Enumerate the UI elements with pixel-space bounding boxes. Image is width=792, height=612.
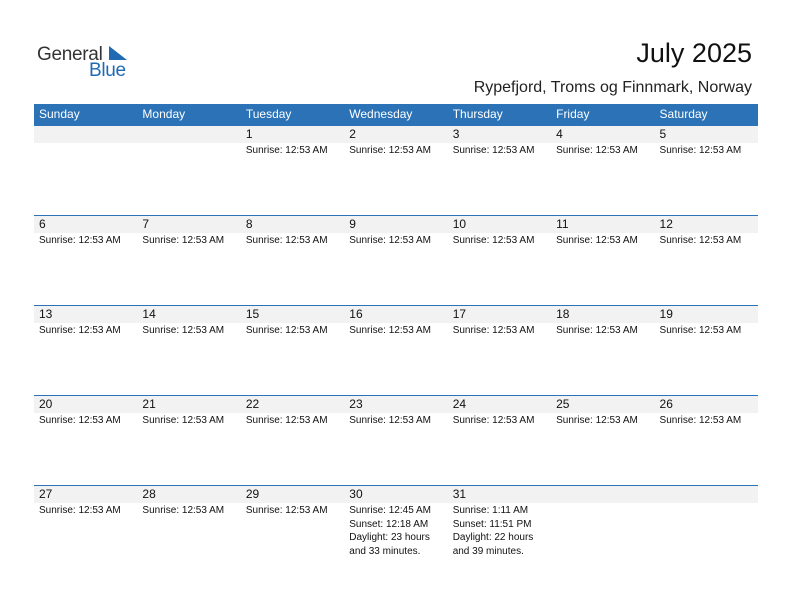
day-cell bbox=[344, 396, 447, 428]
sun-info bbox=[551, 323, 654, 338]
day-number: 29 bbox=[241, 486, 344, 503]
day-number: 25 bbox=[551, 396, 654, 413]
sun-info bbox=[551, 413, 654, 428]
day-cell bbox=[551, 126, 654, 158]
sun-info bbox=[34, 503, 137, 518]
day-cell bbox=[137, 216, 240, 248]
day-cell bbox=[551, 216, 654, 248]
sun-info bbox=[551, 233, 654, 248]
day-number: 7 bbox=[137, 216, 240, 233]
day-number: 9 bbox=[344, 216, 447, 233]
location-subtitle: Rypefjord, Troms og Finnmark, Norway bbox=[473, 79, 752, 96]
day-cell bbox=[34, 396, 137, 428]
week-row bbox=[34, 215, 758, 248]
day-number: 13 bbox=[34, 306, 137, 323]
day-number: 2 bbox=[344, 126, 447, 143]
sun-info bbox=[448, 233, 551, 248]
sun-info bbox=[34, 143, 137, 144]
sun-info-line: Sunrise: 12:53 AM bbox=[349, 415, 431, 426]
day-number: 10 bbox=[448, 216, 551, 233]
day-cell bbox=[137, 306, 240, 338]
weekday-sunday: Sunday bbox=[39, 107, 80, 121]
day-cell bbox=[34, 216, 137, 248]
sun-info-line: Sunrise: 12:53 AM bbox=[142, 505, 225, 516]
day-cell bbox=[448, 396, 551, 428]
day-cell bbox=[448, 216, 551, 248]
day-number: 12 bbox=[655, 216, 758, 233]
day-cell bbox=[655, 306, 758, 338]
sun-info-line: Sunrise: 12:53 AM bbox=[659, 145, 742, 156]
weekday-monday: Monday bbox=[142, 107, 186, 121]
day-number: 11 bbox=[551, 216, 654, 233]
day-number: 8 bbox=[241, 216, 344, 233]
sun-info bbox=[655, 413, 758, 428]
day-number: 1 bbox=[241, 126, 344, 143]
weekday-thursday: Thursday bbox=[452, 107, 503, 121]
sun-info-line: and 33 minutes. bbox=[349, 545, 421, 557]
sun-info-line: Sunrise: 12:53 AM bbox=[39, 235, 121, 246]
sun-info-line: Sunrise: 12:53 AM bbox=[142, 415, 225, 426]
day-cell bbox=[655, 216, 758, 248]
sun-info bbox=[655, 233, 758, 248]
day-cell bbox=[241, 306, 344, 338]
sun-info bbox=[655, 503, 758, 504]
sun-info-line: Sunrise: 12:53 AM bbox=[39, 325, 121, 336]
sun-info bbox=[344, 323, 447, 338]
sun-info-line: Sunrise: 12:53 AM bbox=[556, 145, 638, 156]
day-cell bbox=[34, 486, 137, 558]
page-title: July 2025 bbox=[636, 38, 752, 68]
sun-info bbox=[448, 323, 551, 338]
sun-info bbox=[34, 323, 137, 338]
logo-text-general: General bbox=[37, 44, 103, 65]
day-number: 26 bbox=[655, 396, 758, 413]
sun-info bbox=[448, 413, 551, 428]
sun-info-line: Sunrise: 12:53 AM bbox=[245, 325, 328, 336]
sun-info bbox=[137, 323, 240, 338]
sun-info bbox=[241, 233, 344, 248]
sun-info-line: Sunrise: 12:53 AM bbox=[556, 415, 638, 426]
sun-info bbox=[448, 143, 551, 158]
sun-info-line: Sunrise: 12:53 AM bbox=[245, 505, 328, 516]
day-cell bbox=[448, 486, 551, 558]
day-cell bbox=[241, 486, 344, 558]
sun-info-line: Sunrise: 12:53 AM bbox=[349, 235, 431, 246]
sun-info bbox=[241, 503, 344, 518]
day-cell bbox=[448, 126, 551, 158]
sun-info-line: Sunrise: 12:53 AM bbox=[556, 235, 638, 246]
sun-info-line: Sunrise: 12:53 AM bbox=[245, 415, 328, 426]
day-cell bbox=[344, 126, 447, 158]
day-cell bbox=[655, 396, 758, 428]
sun-info-line: Sunrise: 12:53 AM bbox=[245, 235, 328, 246]
day-number bbox=[137, 126, 240, 143]
day-cell bbox=[241, 396, 344, 428]
week-row bbox=[34, 125, 758, 158]
sun-info-line: Sunrise: 12:53 AM bbox=[39, 505, 121, 516]
sun-info bbox=[241, 143, 344, 158]
weekday-friday: Friday bbox=[556, 107, 590, 121]
day-number: 19 bbox=[655, 306, 758, 323]
sun-info-line: Sunrise: 12:53 AM bbox=[245, 145, 328, 156]
sun-info bbox=[551, 143, 654, 158]
weekday-saturday: Saturday bbox=[659, 107, 708, 121]
sun-info bbox=[137, 503, 240, 518]
weekday-header bbox=[34, 104, 758, 125]
weekday-tuesday: Tuesday bbox=[245, 107, 292, 121]
day-cell bbox=[34, 306, 137, 338]
sun-info bbox=[137, 233, 240, 248]
generalblue-logo bbox=[37, 42, 137, 82]
day-cell bbox=[137, 126, 240, 158]
weekday-wednesday: Wednesday bbox=[349, 107, 413, 121]
sun-info-line: Sunrise: 12:53 AM bbox=[452, 235, 535, 246]
day-number bbox=[551, 486, 654, 503]
day-number: 21 bbox=[137, 396, 240, 413]
sun-info-line: Sunset: 11:51 PM bbox=[452, 518, 532, 530]
sun-info-line: Sunrise: 12:53 AM bbox=[452, 415, 535, 426]
logo-text-blue: Blue bbox=[89, 60, 126, 81]
sun-info-line: Sunrise: 12:53 AM bbox=[452, 325, 535, 336]
day-cell bbox=[241, 216, 344, 248]
day-cell bbox=[344, 486, 447, 558]
sun-info-line: Daylight: 23 hours bbox=[349, 532, 430, 543]
sun-info bbox=[655, 323, 758, 338]
day-number: 28 bbox=[137, 486, 240, 503]
sun-info-line: Sunrise: 1:11 AM bbox=[452, 505, 529, 516]
day-number: 5 bbox=[655, 126, 758, 143]
day-cell bbox=[448, 306, 551, 338]
sun-info bbox=[344, 413, 447, 428]
sun-info-line: Sunrise: 12:53 AM bbox=[659, 415, 742, 426]
day-number: 30 bbox=[344, 486, 447, 503]
day-number bbox=[34, 126, 137, 143]
sun-info-line: Sunrise: 12:53 AM bbox=[556, 325, 638, 336]
sun-info-line: Sunrise: 12:45 AM bbox=[349, 505, 431, 516]
sun-info bbox=[344, 143, 447, 158]
sun-info bbox=[448, 503, 551, 558]
sun-info bbox=[551, 503, 654, 504]
day-number: 27 bbox=[34, 486, 137, 503]
sun-info-line: Sunrise: 12:53 AM bbox=[142, 325, 225, 336]
day-number: 6 bbox=[34, 216, 137, 233]
day-number: 4 bbox=[551, 126, 654, 143]
sun-info-line: Sunrise: 12:53 AM bbox=[452, 145, 535, 156]
day-number: 15 bbox=[241, 306, 344, 323]
day-number bbox=[655, 486, 758, 503]
week-row bbox=[34, 305, 758, 338]
day-cell bbox=[655, 126, 758, 158]
sun-info bbox=[241, 413, 344, 428]
day-number: 3 bbox=[448, 126, 551, 143]
week-row bbox=[34, 485, 758, 558]
day-number: 24 bbox=[448, 396, 551, 413]
sun-info bbox=[34, 233, 137, 248]
day-number: 20 bbox=[34, 396, 137, 413]
sun-info-line: Sunset: 12:18 AM bbox=[349, 518, 429, 530]
day-cell bbox=[34, 126, 137, 158]
sun-info bbox=[34, 413, 137, 428]
day-cell bbox=[344, 306, 447, 338]
day-cell bbox=[241, 126, 344, 158]
day-number: 23 bbox=[344, 396, 447, 413]
day-cell bbox=[655, 486, 758, 558]
day-cell bbox=[137, 396, 240, 428]
day-cell bbox=[137, 486, 240, 558]
sun-info bbox=[655, 143, 758, 158]
sun-info bbox=[241, 323, 344, 338]
day-number: 17 bbox=[448, 306, 551, 323]
sun-info-line: and 39 minutes. bbox=[452, 545, 524, 557]
sun-info-line: Sunrise: 12:53 AM bbox=[659, 325, 742, 336]
day-cell bbox=[551, 486, 654, 558]
day-cell bbox=[344, 216, 447, 248]
sun-info-line: Daylight: 22 hours bbox=[452, 532, 534, 543]
sun-info-line: Sunrise: 12:53 AM bbox=[349, 145, 431, 156]
day-number: 22 bbox=[241, 396, 344, 413]
sun-info bbox=[344, 503, 447, 558]
sun-info-line: Sunrise: 12:53 AM bbox=[349, 325, 431, 336]
day-number: 14 bbox=[137, 306, 240, 323]
day-number: 16 bbox=[344, 306, 447, 323]
sun-info bbox=[344, 233, 447, 248]
day-cell bbox=[551, 306, 654, 338]
sun-info-line: Sunrise: 12:53 AM bbox=[39, 415, 121, 426]
sun-info-line: Sunrise: 12:53 AM bbox=[142, 235, 225, 246]
sun-info bbox=[137, 143, 240, 144]
sun-info bbox=[137, 413, 240, 428]
day-cell bbox=[551, 396, 654, 428]
week-row bbox=[34, 395, 758, 428]
day-number: 18 bbox=[551, 306, 654, 323]
day-number: 31 bbox=[448, 486, 551, 503]
sun-info-line: Sunrise: 12:53 AM bbox=[659, 235, 742, 246]
